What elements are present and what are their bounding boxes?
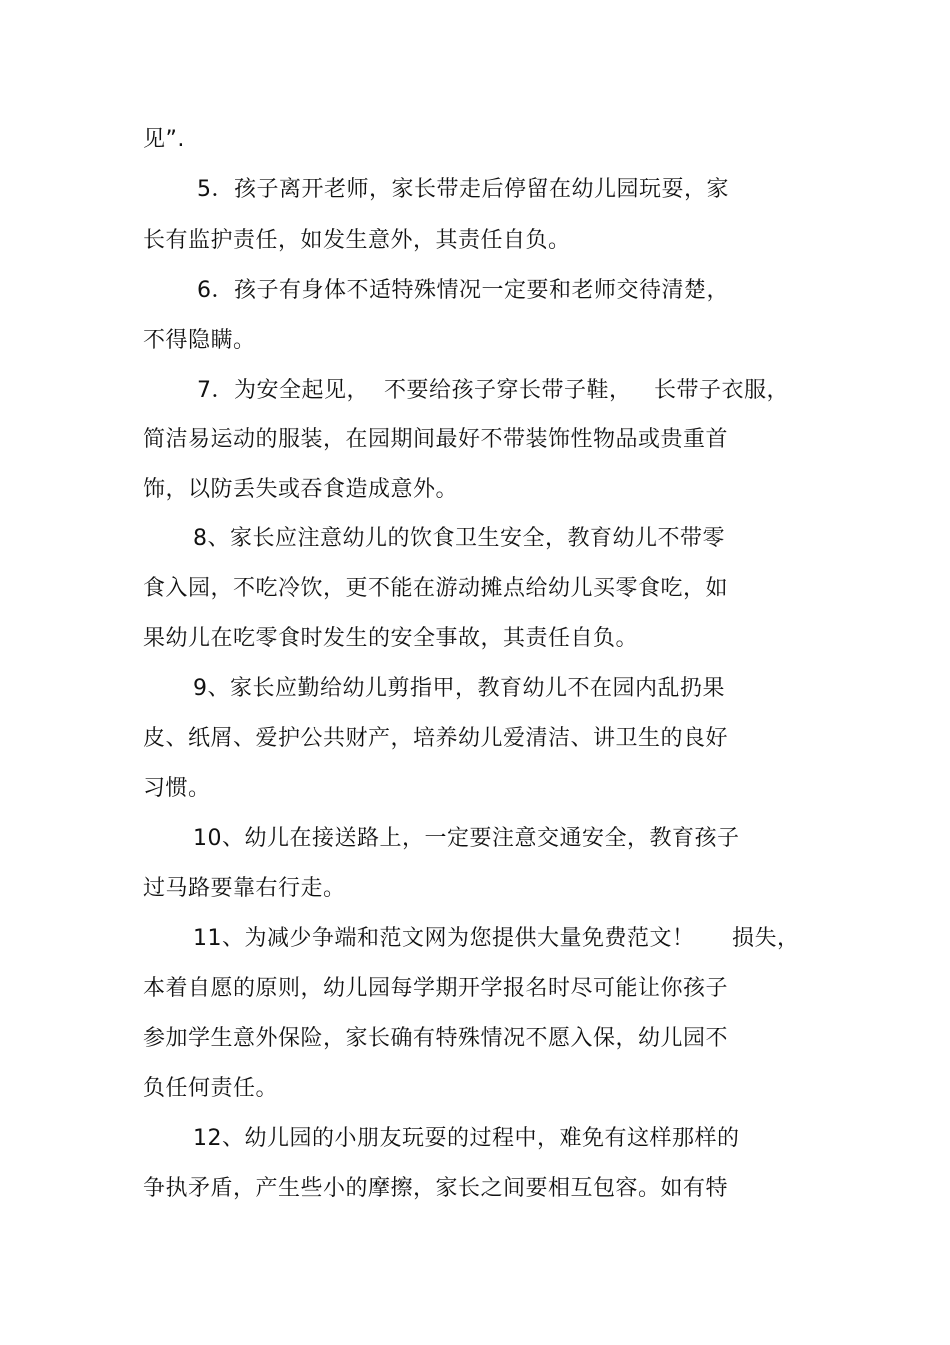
paragraph-8-line-1: 8、家长应注意幼儿的饮食卫生安全，教育幼儿不带零 — [193, 526, 725, 551]
paragraph-12-line-2: 争执矛盾，产生些小的摩擦，家长之间要相互包容。如有特 — [143, 1176, 729, 1201]
paragraph-9-line-2: 皮、纸屑、爱护公共财产，培养幼儿爱清洁、讲卫生的良好 — [143, 726, 729, 751]
paragraph-6-line-1: 6．孩子有身体不适特殊情况一定要和老师交待清楚， — [197, 278, 729, 303]
paragraph-5-line-2: 长有监护责任，如发生意外，其责任自负。 — [143, 228, 571, 253]
paragraph-12-line-1: 12、幼儿园的小朋友玩耍的过程中，难免有这样那样的 — [193, 1126, 740, 1151]
paragraph-11-line-4: 负任何责任。 — [143, 1076, 279, 1101]
paragraph-10-line-1: 10、幼儿在接送路上，一定要注意交通安全，教育孩子 — [193, 826, 740, 851]
paragraph-8-line-3: 果幼儿在吃零食时发生的安全事故，其责任自负。 — [143, 626, 639, 651]
paragraph-6-line-2: 不得隐瞒。 — [143, 328, 256, 353]
paragraph-11-line-1: 11、为减少争端和范文网为您提供大量免费范文！ 损失， — [193, 926, 800, 951]
paragraph-10-line-2: 过马路要靠右行走。 — [143, 876, 346, 901]
paragraph-8-line-2: 食入园，不吃冷饮，更不能在游动摊点给幼儿买零食吃，如 — [143, 576, 729, 601]
text-line: 见”. — [143, 127, 185, 152]
paragraph-7-line-3: 饰，以防丢失或吞食造成意外。 — [143, 477, 459, 502]
paragraph-11-line-3: 参加学生意外保险，家长确有特殊情况不愿入保，幼儿园不 — [143, 1026, 729, 1051]
paragraph-7-line-1: 7．为安全起见， 不要给孩子穿长带子鞋， 长带子衣服， — [197, 378, 789, 403]
paragraph-9-line-1: 9、家长应勤给幼儿剪指甲，教育幼儿不在园内乱扔果 — [193, 676, 725, 701]
paragraph-5-line-1: 5．孩子离开老师，家长带走后停留在幼儿园玩耍，家 — [197, 177, 729, 202]
paragraph-11-line-2: 本着自愿的原则，幼儿园每学期开学报名时尽可能让你孩子 — [143, 976, 729, 1001]
paragraph-7-line-2: 简洁易运动的服装，在园期间最好不带装饰性物品或贵重首 — [143, 427, 729, 452]
paragraph-9-line-3: 习惯。 — [143, 776, 211, 801]
